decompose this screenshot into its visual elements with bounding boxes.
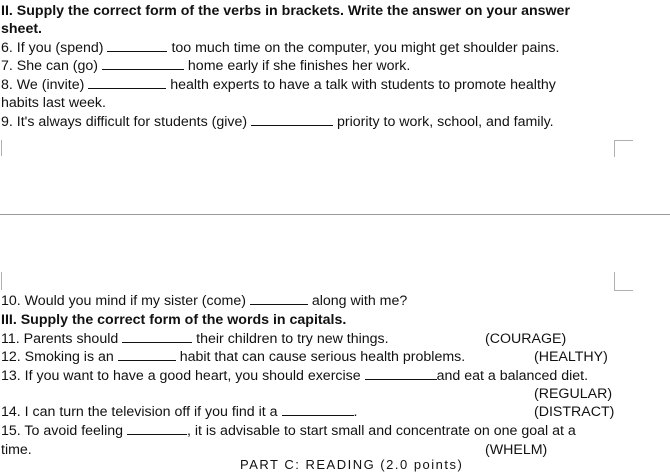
question-11-word: (COURAGE) — [485, 331, 567, 347]
question-8-text: 8. We (invite) — [1, 77, 85, 93]
answer-blank-9[interactable] — [251, 114, 333, 126]
divider — [0, 214, 670, 215]
question-11-text: 11. Parents should — [1, 331, 119, 347]
question-7 — [1, 57, 410, 75]
question-8-rest: health experts to have a talk with students to promote healthy — [170, 77, 556, 93]
question-8 — [1, 76, 556, 94]
section-2-heading-line2: sheet. — [1, 21, 43, 37]
question-6-text: 6. If you (spend) — [1, 40, 104, 56]
answer-blank-6[interactable] — [107, 40, 167, 52]
crop-mark-bottom-left — [1, 272, 2, 290]
question-13-word: (REGULAR) — [534, 386, 613, 402]
question-14 — [1, 403, 357, 421]
question-15-word: (WHELM) — [485, 442, 548, 458]
question-15-text: 15. To avoid feeling — [1, 423, 123, 439]
answer-blank-11[interactable] — [122, 331, 192, 343]
question-9-rest: priority to work, school, and family. — [337, 114, 554, 130]
question-12-rest: habit that can cause serious health problems. — [179, 349, 466, 365]
question-13-text: 13. If you want to have a good heart, you should exercise — [1, 368, 361, 384]
section-2-heading-line1: II. Supply the correct form of the verbs in brackets. Write the answer on your answer — [1, 3, 570, 19]
question-14-text: 14. I can turn the television off if you find it a — [1, 404, 278, 420]
question-12-text: 12. Smoking is an — [1, 349, 114, 365]
question-10-rest: along with me? — [311, 293, 408, 309]
question-10 — [1, 292, 407, 310]
question-12 — [1, 348, 465, 366]
question-9-text: 9. It's always difficult for students (give) — [1, 114, 248, 130]
question-13-rest: and eat a balanced diet. — [436, 368, 589, 384]
answer-blank-15[interactable] — [127, 423, 187, 435]
answer-blank-12[interactable] — [118, 349, 176, 361]
answer-blank-13[interactable] — [365, 368, 437, 380]
answer-blank-14[interactable] — [282, 404, 354, 416]
question-6-rest: too much time on the computer, you might get shoulder pains. — [171, 40, 560, 56]
question-7-text: 7. She can (go) — [1, 58, 99, 74]
question-14-word: (DISTRACT) — [534, 404, 615, 420]
answer-blank-10[interactable] — [250, 293, 308, 305]
question-13 — [1, 367, 588, 385]
answer-blank-7[interactable] — [102, 58, 184, 70]
question-15 — [1, 422, 576, 440]
question-9 — [1, 113, 554, 131]
question-11 — [1, 330, 389, 348]
part-c-heading: PART C: READING (2.0 points) — [240, 457, 464, 472]
question-15-rest: , it is advisable to start small and concentrate on one goal at a — [186, 423, 576, 439]
crop-mark-bottom-right — [614, 272, 633, 291]
answer-blank-8[interactable] — [88, 77, 166, 89]
question-8-continuation: habits last week. — [1, 95, 106, 111]
question-15-continuation: time. — [1, 442, 32, 458]
question-6 — [1, 39, 559, 57]
question-11-rest: their children to try new things. — [196, 331, 389, 347]
crop-mark-top-right — [614, 140, 633, 157]
question-12-word: (HEALTHY) — [534, 349, 608, 365]
section-3-heading: III. Supply the correct form of the words in capitals. — [1, 312, 347, 328]
question-7-rest: home early if she finishes her work. — [187, 58, 411, 74]
question-14-rest: . — [353, 404, 358, 420]
crop-mark-top-left — [1, 140, 2, 156]
question-10-text: 10. Would you mind if my sister (come) — [1, 293, 246, 309]
